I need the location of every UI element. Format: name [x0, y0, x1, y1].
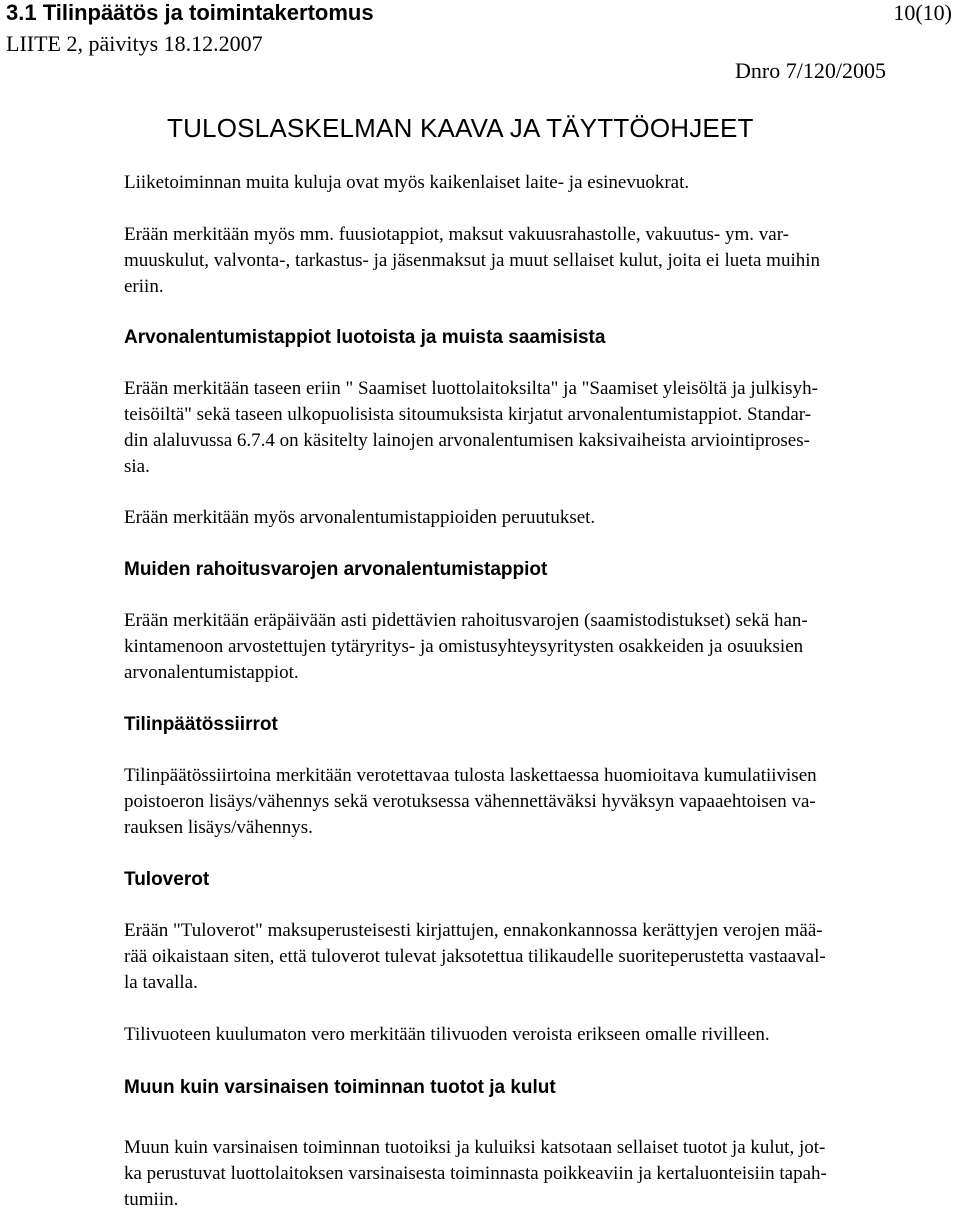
paragraph-line: la tavalla.	[124, 972, 198, 993]
section-heading-impairment-loans: Arvonalentumistappiot luotoista ja muista saamisista	[124, 327, 606, 348]
paragraph-line: poistoeron lisäys/vähennys sekä verotuksessa vähennettäväksi hyväksyn vapaaehtoisen va-	[124, 791, 816, 812]
paragraph-line: arvonalentumistappiot.	[124, 662, 299, 683]
paragraph-line: teisöiltä" sekä taseen ulkopuolisista sitoumuksista kirjatut arvonalentumistappiot. Standar-	[124, 404, 812, 425]
paragraph-line: Liiketoiminnan muita kuluja ovat myös kaikenlaiset laite- ja esinevuokrat.	[124, 172, 690, 193]
paragraph-line: muuskulut, valvonta-, tarkastus- ja jäsenmaksut ja muut sellaiset kulut, joita ei lueta muihin	[124, 250, 821, 271]
paragraph-line: Tilivuoteen kuulumaton vero merkitään tilivuoden veroista erikseen omalle rivilleen.	[124, 1024, 770, 1045]
paragraph-line: Erään merkitään eräpäivään asti pidettävien rahoitusvarojen (saamistodistukset) sekä han-	[124, 610, 808, 631]
paragraph-other-financial-assets	[124, 608, 954, 686]
paragraph-line: ka perustuvat luottolaitoksen varsinaisesta toiminnasta poikkeaviin ja kertaluonteisiin tapah-	[124, 1163, 827, 1184]
paragraph-other-costs	[124, 222, 954, 300]
paragraph-income-taxes	[124, 918, 954, 996]
paragraph-line: eriin.	[124, 276, 164, 297]
paragraph-line: Erään merkitään myös mm. fuusiotappiot, maksut vakuusrahastolle, vakuutus- ym. var-	[124, 224, 789, 245]
document-reference: Dnro 7/120/2005	[735, 58, 886, 83]
header-title: 3.1 Tilinpäätös ja toimintakertomus	[6, 0, 374, 25]
paragraph-line: Erään merkitään taseen eriin " Saamiset luottolaitoksilta" ja "Saamiset yleisöltä ja julkisyh-	[124, 378, 818, 399]
paragraph-line: rää oikaistaan siten, että tuloverot tulevat jaksotettua tilikaudelle suoriteperustetta vastaaval-	[124, 946, 826, 967]
paragraph-line: kintamenoon arvostettujen tytäryritys- ja omistusyhteysyritysten osakkeiden ja osuuksien	[124, 636, 804, 657]
paragraph-line: Muun kuin varsinaisen toiminnan tuotoiksi ja kuluiksi katsotaan sellaiset tuotot ja kulut, jot-	[124, 1137, 826, 1158]
paragraph-impairment-loans	[124, 376, 954, 480]
paragraph-closing-transfers	[124, 763, 954, 841]
paragraph-line: rauksen lisäys/vähennys.	[124, 817, 313, 838]
section-heading-closing-transfers: Tilinpäätössiirrot	[124, 714, 278, 735]
paragraph-line: din alaluvussa 6.7.4 on käsitelty lainojen arvonalentumisen kaksivaiheista arviointiproses-	[124, 430, 810, 451]
paragraph-line: tumiin.	[124, 1189, 179, 1210]
paragraph-prior-year-taxes	[124, 1022, 954, 1048]
paragraph-line: Erään merkitään myös arvonalentumistappioiden peruutukset.	[124, 507, 596, 528]
section-heading-extraordinary-items: Muun kuin varsinaisen toiminnan tuotot ja kulut	[124, 1077, 556, 1098]
paragraph-other-expenses	[124, 170, 954, 196]
paragraph-line: sia.	[124, 456, 150, 477]
paragraph-line: Tilinpäätössiirtoina merkitään verotettavaa tulosta laskettaessa huomioitava kumulatiivisen	[124, 765, 817, 786]
paragraph-impairment-reversals	[124, 505, 954, 531]
section-heading-other-financial-assets: Muiden rahoitusvarojen arvonalentumistappiot	[124, 559, 548, 580]
page-number: 10(10)	[893, 0, 952, 25]
paragraph-line: Erään "Tuloverot" maksuperusteisesti kirjattujen, ennakonkannossa kerättyjen verojen mää-	[124, 920, 823, 941]
paragraph-extraordinary-items	[124, 1135, 954, 1213]
section-heading-income-taxes: Tuloverot	[124, 869, 210, 890]
document-title: TULOSLASKELMAN KAAVA JA TÄYTTÖOHJEET	[167, 113, 754, 143]
header-subtitle: LIITE 2, päivitys 18.12.2007	[6, 31, 263, 56]
